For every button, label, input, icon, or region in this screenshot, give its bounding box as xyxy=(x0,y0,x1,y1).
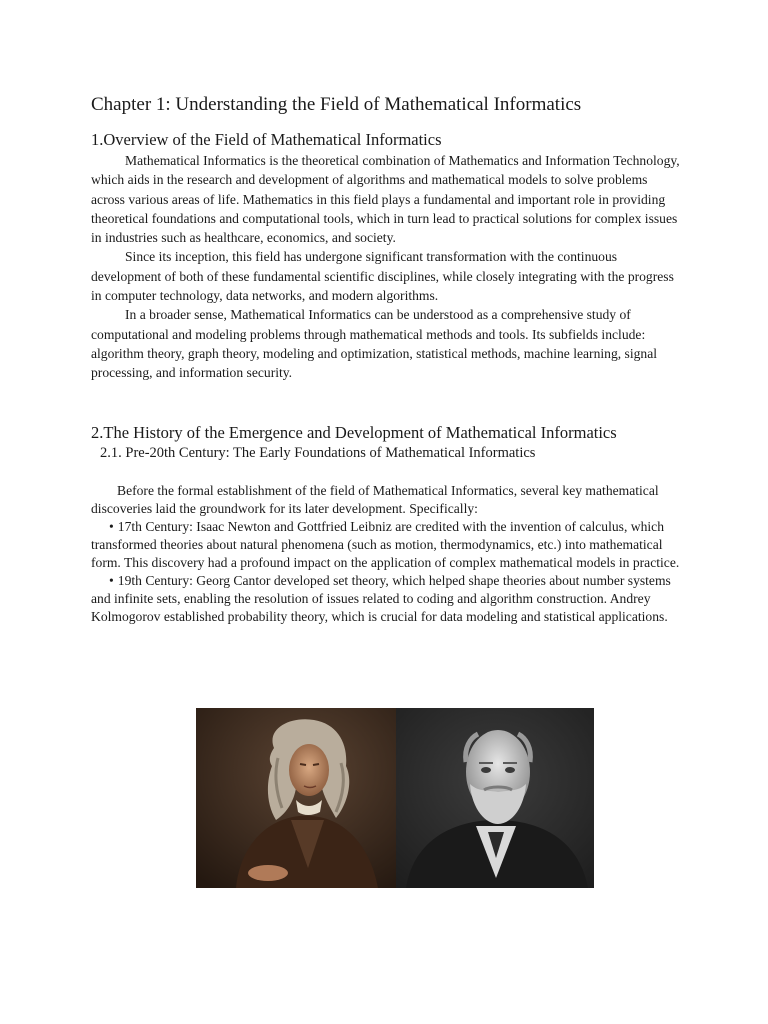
bullet-icon: • xyxy=(109,573,114,588)
section-body-overview xyxy=(91,151,681,383)
chapter-title: Chapter 1: Understanding the Field of Mathematical Informatics xyxy=(91,94,582,115)
paragraph: Since its inception, this field has undergone significant transformation with the continuous development of both of these fundamental scientific disciplines, while closely integrating with the progress in computer technology, data networks, and modern algorithms. xyxy=(91,249,674,304)
portrait-right-image xyxy=(396,708,594,888)
section-body-history xyxy=(91,482,681,626)
list-item xyxy=(91,572,681,626)
portrait-icon xyxy=(396,708,594,888)
paragraph: In a broader sense, Mathematical Informatics can be understood as a comprehensive study of computational and modeling problems through mathematical methods and tools. Its subfields include: algorithm theory, graph theory, modeling and optimization, statistical methods, machine learning, signal processing, and information security. xyxy=(91,307,658,381)
paragraph: Before the formal establishment of the field of Mathematical Informatics, several key mathematical discoveries laid the groundwork for its later development. Specifically: xyxy=(91,483,659,516)
portrait-left-image xyxy=(196,708,396,888)
bullet-icon: • xyxy=(109,519,114,534)
paragraph: Mathematical Informatics is the theoretical combination of Mathematics and Information Technology, which aids in the research and development of algorithms and mathematical models to solve problems across various areas of life. Mathematics in this field plays a fundamental and important role in providing theoretical foundations and computational tools, which in turn lead to practical solutions for complex issues in industries such as healthcare, economics, and society. xyxy=(91,153,680,246)
list-item xyxy=(91,518,681,572)
list-item-text: 19th Century: Georg Cantor developed set theory, which helped shape theories about number systems and infinite sets, enabling the resolution of issues related to coding and algorithm construction. Andrey Kolmogorov established probability theory, which is crucial for data modeling and statistical applications. xyxy=(91,573,671,624)
portrait-figure xyxy=(196,708,594,888)
section-heading-history: 2.The History of the Emergence and Development of Mathematical Informatics xyxy=(91,423,617,442)
subsection-heading: 2.1. Pre-20th Century: The Early Foundations of Mathematical Informatics xyxy=(100,445,536,461)
section-heading-overview: 1.Overview of the Field of Mathematical Informatics xyxy=(91,130,442,149)
portrait-icon xyxy=(196,708,396,888)
list-item-text: 17th Century: Isaac Newton and Gottfried Leibniz are credited with the invention of calculus, which transformed theories about natural phenomena (such as motion, thermodynamics, etc.) into mathematical form. This discovery had a profound impact on the application of complex mathematical models in practice. xyxy=(91,519,680,570)
